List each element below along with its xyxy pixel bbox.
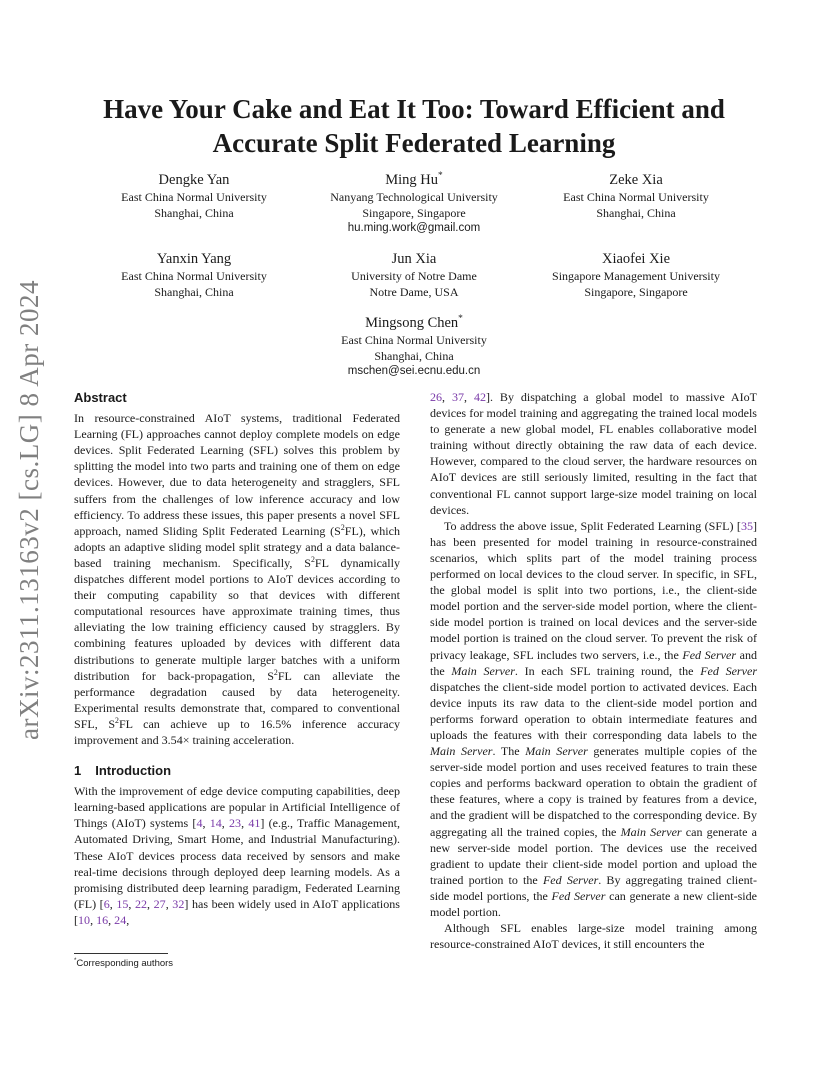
right-column xyxy=(430,389,757,952)
author-affiliation: East China Normal University xyxy=(121,269,267,283)
author-block xyxy=(74,249,314,300)
section-number: 1 xyxy=(74,763,82,779)
author-location: Shanghai, China xyxy=(154,284,234,299)
intro-paragraph-1-cont: 26, 37, 42]. By dispatching a global model to massive AIoT devices for model training and aggregating the trained local models to generate a new global model, FL enables collaborative model training without directly obtaining the raw data of each device. However, compared to the cloud server, the hardware resources on AIoT devices are still seriously limited, resulting in the fact that conventional FL cannot support large-size model training on local devices. xyxy=(430,390,757,517)
author-name: Ming Hu* xyxy=(385,171,443,188)
author-name: Xiaofei Xie xyxy=(601,251,671,267)
author-block xyxy=(74,170,314,221)
left-column xyxy=(74,390,400,928)
introduction-heading: 1 Introduction xyxy=(74,763,172,779)
author-name: Zeke Xia xyxy=(609,172,663,188)
author-location: Shanghai, China xyxy=(154,205,234,220)
arxiv-stamp: arXiv:2311.13163v2 [cs.LG] 8 Apr 2024 xyxy=(14,280,44,740)
intro-paragraph-1: With the improvement of edge device computing capabilities, deep learning-based applications are popular in Artificial Intelligence of Things (AIoT) systems [4, 14, 23, 41] (e.g., Traffic Management, Automated Driving, Smart Home, and Industrial Manufacturing). These AIoT devices process data received by sensors and make real-time decisions through deployed deep learning models. As a promising distributed deep learning paradigm, Federated Learning (FL) [6, 15, 22, 27, 32] has been widely used in AIoT applications [10, 16, 24, xyxy=(74,784,400,927)
title-line-1: Have Your Cake and Eat It Too: Toward Efficient and xyxy=(103,94,725,124)
author-block xyxy=(516,249,756,300)
footnote-rule xyxy=(74,953,168,954)
author-name: Yanxin Yang xyxy=(156,251,232,267)
author-block xyxy=(294,313,534,380)
footnote: *Corresponding authors xyxy=(74,956,174,969)
author-email: mschen@sei.ecnu.edu.cn xyxy=(347,365,481,377)
author-block xyxy=(294,249,534,300)
author-affiliation: Singapore Management University xyxy=(552,269,720,283)
author-location: Notre Dame, USA xyxy=(369,284,459,299)
author-block xyxy=(516,170,756,221)
author-location: Shanghai, China xyxy=(374,348,454,363)
author-affiliation: East China Normal University xyxy=(121,190,267,204)
intro-paragraph-3: Although SFL enables large-size model training among resource-constrained AIoT devices, it still encounters the xyxy=(430,921,757,952)
author-name: Dengke Yan xyxy=(158,172,230,188)
author-affiliation: East China Normal University xyxy=(341,333,487,347)
paper-title xyxy=(60,92,768,160)
author-name: Jun Xia xyxy=(391,251,437,267)
author-affiliation: East China Normal University xyxy=(563,190,709,204)
author-affiliation: University of Notre Dame xyxy=(351,269,477,283)
abstract-heading: Abstract xyxy=(74,390,127,405)
author-email: hu.ming.work@gmail.com xyxy=(347,222,481,234)
title-line-2: Accurate Split Federated Learning xyxy=(212,128,616,158)
corresponding-mark: * xyxy=(438,171,443,182)
author-location: Singapore, Singapore xyxy=(362,205,466,220)
author-location: Singapore, Singapore xyxy=(584,284,688,299)
abstract-text: In resource-constrained AIoT systems, traditional Federated Learning (FL) approaches cannot deploy complete models on edge devices. Split Federated Learning (SFL) solves this problem by splitting the model into two parts and training one of them on edge devices. However, due to data heterogeneity and stragglers, SFL suffers from the challenges of low inference accuracy and low efficiency. To address these issues, this paper presents a novel SFL approach, named Sliding Split Federated Learning $(S^2FL)$, which adopts an adaptive sliding model split strategy and a data balance-based training mechanism. Specifically, $S^2FL$ dynamically dispatches different model portions to AIoT devices according to their computing capability so that devices with different computational resources have approximate training times, thus alleviating the low training efficiency caused by stragglers. By combining features uploaded by devices with different data distributions to generate multiple larger batches with a uniform distribution for back-propagation, $S^2FL$ can alleviate the performance degradation caused by data heterogeneity. Experimental results demonstrate that, compared to conventional SFL, $S^2FL$ can achieve up to 16.5% inference accuracy improvement and 3.54× training acceleration. xyxy=(74,411,400,747)
intro-paragraph-2: To address the above issue, Split Federated Learning (SFL) [35] has been presented for model training in resource-constrained scenarios, which splits part of the model training process performed on local devices to the cloud server. In specific, in SFL, the global model is split into two portions, i.e., the client-side model portion and the server-side model portion, where the client-side model portion is trained on local devices and the server-side model portion is trained on the cloud server. To prevent the risk of privacy leakage, SFL includes two servers, i.e., the Fed Server and the Main Server. In each SFL training round, the Fed Server dispatches the client-side model portion to activated devices. Each device inputs its raw data to the client-side model portion and performs forward operation to obtain intermediate features and uploads the features with their corresponding data labels to the Main Server. The Main Server generates multiple copies of the server-side model portion and uses received features to train these copies and performs backward operation to obtain the gradient of these features, where a copy is trained by features from a device, and the gradient will be dispatched to the corresponding device. By aggregating all the trained copies, the Main Server can generate a new server-side model portion. The devices use the received gradient to update their client-side model portion and upload the trained portion to the Fed Server. By aggregating trained client-side model portions, the Fed Server can generate a new client-side model portion. xyxy=(430,518,758,919)
author-block xyxy=(294,170,534,237)
author-name: Mingsong Chen* xyxy=(365,314,463,331)
author-affiliation: Nanyang Technological University xyxy=(330,190,498,204)
author-location: Shanghai, China xyxy=(596,205,676,220)
corresponding-mark: * xyxy=(458,314,463,325)
